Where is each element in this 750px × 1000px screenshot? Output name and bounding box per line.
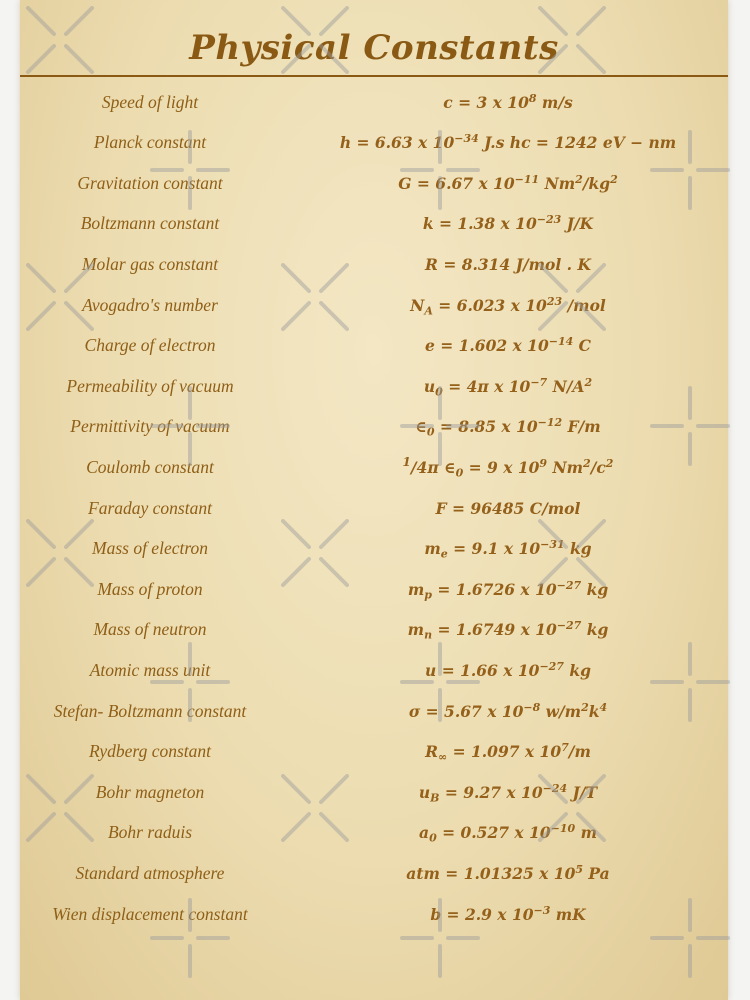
constant-row: [20, 896, 728, 932]
constant-formula: $m_p = 1.6726$ x $10^{-27}$ kg: [407, 578, 609, 601]
constant-name: Mass of proton: [97, 578, 203, 599]
constant-formula: $u_0 = 4\pi$ x $10^{-7}$ $N/A^2$: [423, 375, 593, 398]
constant-name: Standard atmosphere: [75, 862, 225, 883]
constant-formula: $m_n = 1.6749$ x $10^{-27}$ kg: [407, 619, 609, 642]
constant-formula: k = 1.38 x $10^{-23}$ J/K: [422, 213, 594, 234]
constant-name: Faraday constant: [88, 497, 212, 518]
constant-row: [20, 368, 728, 404]
constant-name: Avogadro's number: [82, 294, 218, 315]
constant-name: Boltzmann constant: [80, 213, 220, 234]
constant-row: [20, 612, 728, 648]
page-title: Physical Constants: [189, 28, 559, 68]
constant-name: Permeability of vacuum: [66, 375, 234, 396]
constant-name: Permittivity of vacuum: [70, 416, 230, 437]
constant-name: Mass of electron: [92, 538, 208, 559]
constant-row: [20, 206, 728, 242]
constant-row: [20, 815, 728, 851]
constant-row: [20, 246, 728, 282]
constant-row: [20, 125, 728, 161]
constant-row: [20, 328, 728, 364]
constant-name: Molar gas constant: [81, 253, 219, 274]
constant-name: Speed of light: [101, 91, 199, 112]
constant-name: Wien displacement constant: [52, 903, 248, 924]
constant-row: [20, 165, 728, 201]
constant-formula: σ = 5.67 x $10^{-8}$ $w/m^2k^4$: [408, 700, 608, 721]
constant-row: [20, 287, 728, 323]
constant-formula: atm = 1.01325 x $10^5$ Pa: [406, 862, 610, 883]
constant-row: [20, 734, 728, 770]
parchment-sheet: [20, 0, 728, 1000]
constant-formula: $R_\infty = 1.097$ x $10^7/m$: [425, 741, 591, 764]
constant-formula: h = 6.63 x $10^{-34}$ J.s hc = 1242 eV − nm: [339, 132, 677, 153]
title-divider: [20, 75, 728, 77]
constant-formula: u = 1.66 x $10^{-27}$ kg: [425, 659, 591, 680]
constant-row: [20, 449, 728, 485]
constant-name: Gravitation constant: [77, 172, 223, 193]
constant-row: [20, 531, 728, 567]
constant-name: Bohr magneton: [95, 781, 205, 802]
constant-row: [20, 652, 728, 688]
constant-row: [20, 84, 728, 120]
constant-formula: $u_B = 9.27$ x $10^{-24}$ J/T: [418, 781, 598, 804]
constant-name: Rydberg constant: [89, 741, 211, 762]
constant-formula: $N_A = 6.023$ x $10^{23}$ /mol: [410, 294, 606, 317]
constant-row: [20, 855, 728, 891]
constant-row: [20, 693, 728, 729]
constant-name: Mass of neutron: [93, 619, 207, 640]
constant-formula: $a_0 = 0.527$ x $10^{-10}$ m: [419, 822, 597, 845]
constant-formula: b = 2.9 x $10^{-3}$ mK: [430, 903, 586, 924]
constant-formula: $^1$/4π $\in_0 = 9$ x $10^9$ $Nm^2/c^2$: [402, 454, 614, 480]
constant-row: [20, 571, 728, 607]
constant-row: [20, 490, 728, 526]
constant-name: Planck constant: [93, 132, 207, 153]
constant-name: Stefan- Boltzmann constant: [53, 700, 247, 721]
constant-formula: c = 3 x $10^8$ m/s: [443, 91, 573, 112]
constant-name: Bohr raduis: [107, 822, 193, 843]
constant-formula: F = 96485 C/mol: [435, 498, 581, 518]
constant-formula: $m_e = 9.1$ x $10^{-31}$ kg: [424, 538, 592, 561]
constant-formula: G = 6.67 x $10^{-11}$ $Nm^2/kg^2$: [398, 172, 618, 193]
constant-formula: $\in_0 = 8.85$ x $10^{-12}$ F/m: [415, 416, 601, 439]
constant-name: Charge of electron: [84, 335, 216, 356]
constant-formula: R = 8.314 J/mol . K: [425, 254, 591, 274]
constant-name: Coulomb constant: [86, 456, 214, 477]
constant-row: [20, 774, 728, 810]
constant-row: [20, 409, 728, 445]
constant-name: Atomic mass unit: [89, 659, 211, 680]
constant-formula: e = 1.602 x $10^{-14}$ C: [424, 335, 592, 356]
